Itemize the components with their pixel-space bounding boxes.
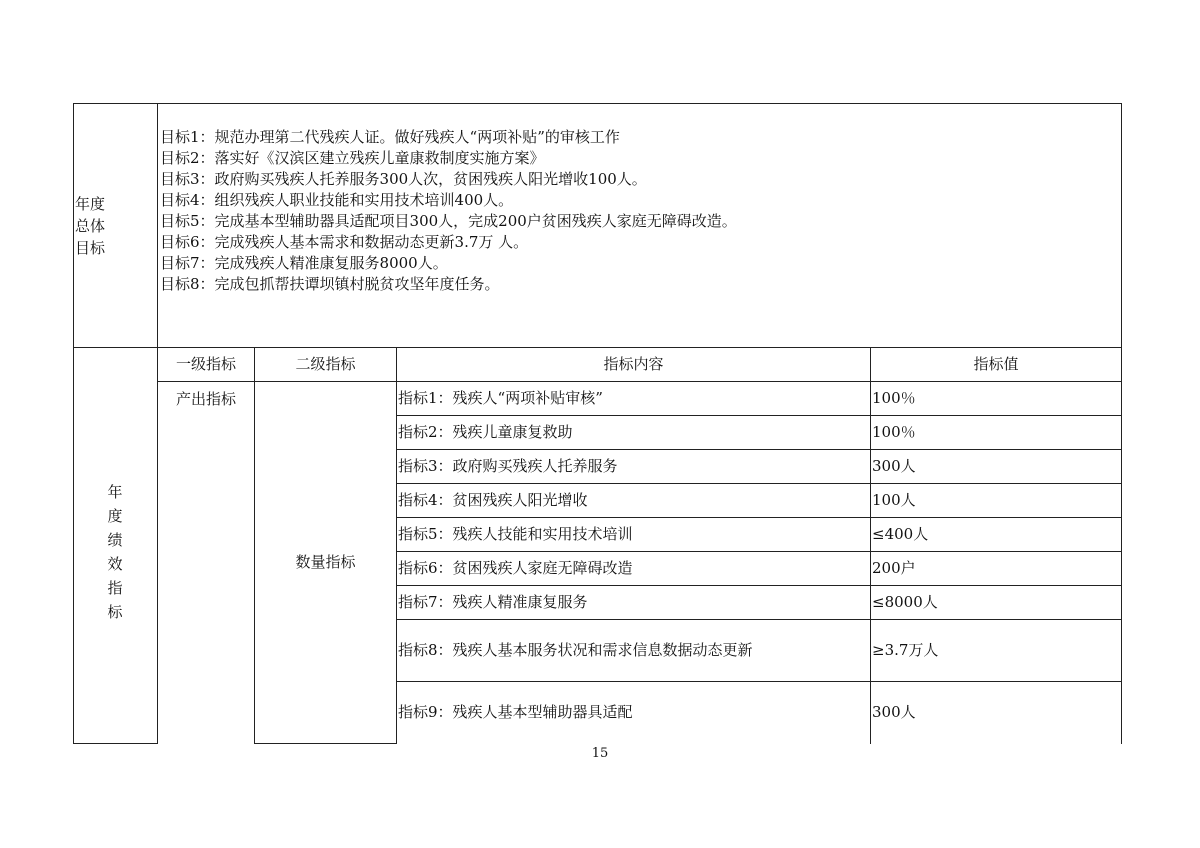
row-content: 指标6：贫困残疾人家庭无障碍改造	[398, 559, 633, 577]
header-content: 指标内容	[603, 355, 664, 373]
page-number: 15	[591, 746, 609, 761]
row-divider	[396, 517, 1122, 518]
goal-item: 目标6：完成残疾人基本需求和数据动态更新3.7万 人。	[160, 233, 529, 251]
header-row-bottom	[157, 381, 1122, 382]
row-value: 100％	[872, 423, 916, 441]
goal-item: 目标7：完成残疾人精准康复服务8000人。	[160, 254, 448, 272]
row-content: 指标9：残疾人基本型辅助器具适配	[398, 703, 633, 721]
level2-column-border	[396, 347, 397, 744]
row-content: 指标5：残疾人技能和实用技术培训	[398, 525, 633, 543]
bottom-border-left	[73, 743, 157, 744]
table-right-border	[1121, 103, 1122, 744]
row-content: 指标8：残疾人基本服务状况和需求信息数据动态更新	[398, 641, 753, 659]
row-value: ≤8000人	[872, 593, 938, 611]
row-value: 100人	[872, 491, 916, 509]
content-column-border	[870, 347, 871, 744]
row-divider	[396, 483, 1122, 484]
row-divider	[396, 585, 1122, 586]
row-divider	[396, 619, 1122, 620]
goal-item: 目标8：完成包抓帮扶谭坝镇村脱贫攻坚年度任务。	[160, 275, 500, 293]
indicator-section-label	[103, 480, 127, 624]
label-line: 目标	[75, 239, 106, 257]
level1-label: 产出指标	[175, 390, 236, 408]
header-value: 指标值	[973, 355, 1019, 373]
goals-list	[160, 127, 737, 295]
row-divider	[396, 449, 1122, 450]
section-divider	[73, 347, 1122, 348]
goal-item: 目标3：政府购买残疾人托养服务300人次，贫困残疾人阳光增收100人。	[160, 170, 647, 188]
row-divider	[396, 551, 1122, 552]
row-value: 200户	[872, 559, 916, 577]
row-value: ≥3.7万人	[872, 641, 939, 659]
row-value: 100％	[872, 389, 916, 407]
row-content: 指标7：残疾人精准康复服务	[398, 593, 588, 611]
label-line: 总体	[75, 217, 106, 235]
label-column-border	[157, 103, 158, 744]
row-value: ≤400人	[872, 525, 929, 543]
row-content: 指标4：贫困残疾人阳光增收	[398, 491, 588, 509]
row-value: 300人	[872, 703, 916, 721]
row-content: 指标2：残疾儿童康复救助	[398, 423, 573, 441]
label-char: 效	[107, 555, 123, 573]
label-line: 年度	[75, 195, 106, 213]
row-content: 指标1：残疾人“两项补贴审核”	[398, 389, 603, 407]
goal-item: 目标4：组织残疾人职业技能和实用技术培训400人。	[160, 191, 514, 209]
row-divider	[396, 415, 1122, 416]
row-content: 指标3：政府购买残疾人托养服务	[398, 457, 618, 475]
level1-column-border	[254, 347, 255, 744]
label-char: 指	[107, 579, 123, 597]
label-char: 绩	[107, 531, 123, 549]
header-level2: 二级指标	[295, 355, 356, 373]
header-level1: 一级指标	[175, 355, 236, 373]
goals-section-label	[75, 193, 105, 259]
bottom-border-level2	[254, 743, 396, 744]
label-char: 度	[107, 507, 123, 525]
goal-item: 目标2：落实好《汉滨区建立残疾儿童康救制度实施方案》	[160, 149, 545, 167]
label-char: 标	[107, 603, 123, 621]
goal-item: 目标1：规范办理第二代残疾人证。做好残疾人“两项补贴”的审核工作	[160, 128, 620, 146]
table-top-border	[73, 103, 1122, 104]
table-left-border	[73, 103, 74, 744]
row-divider	[396, 681, 1122, 682]
label-char: 年	[107, 483, 123, 501]
row-value: 300人	[872, 457, 916, 475]
level2-label: 数量指标	[295, 553, 356, 571]
goal-item: 目标5：完成基本型辅助器具适配项目300人，完成200户贫困残疾人家庭无障碍改造。	[160, 212, 737, 230]
